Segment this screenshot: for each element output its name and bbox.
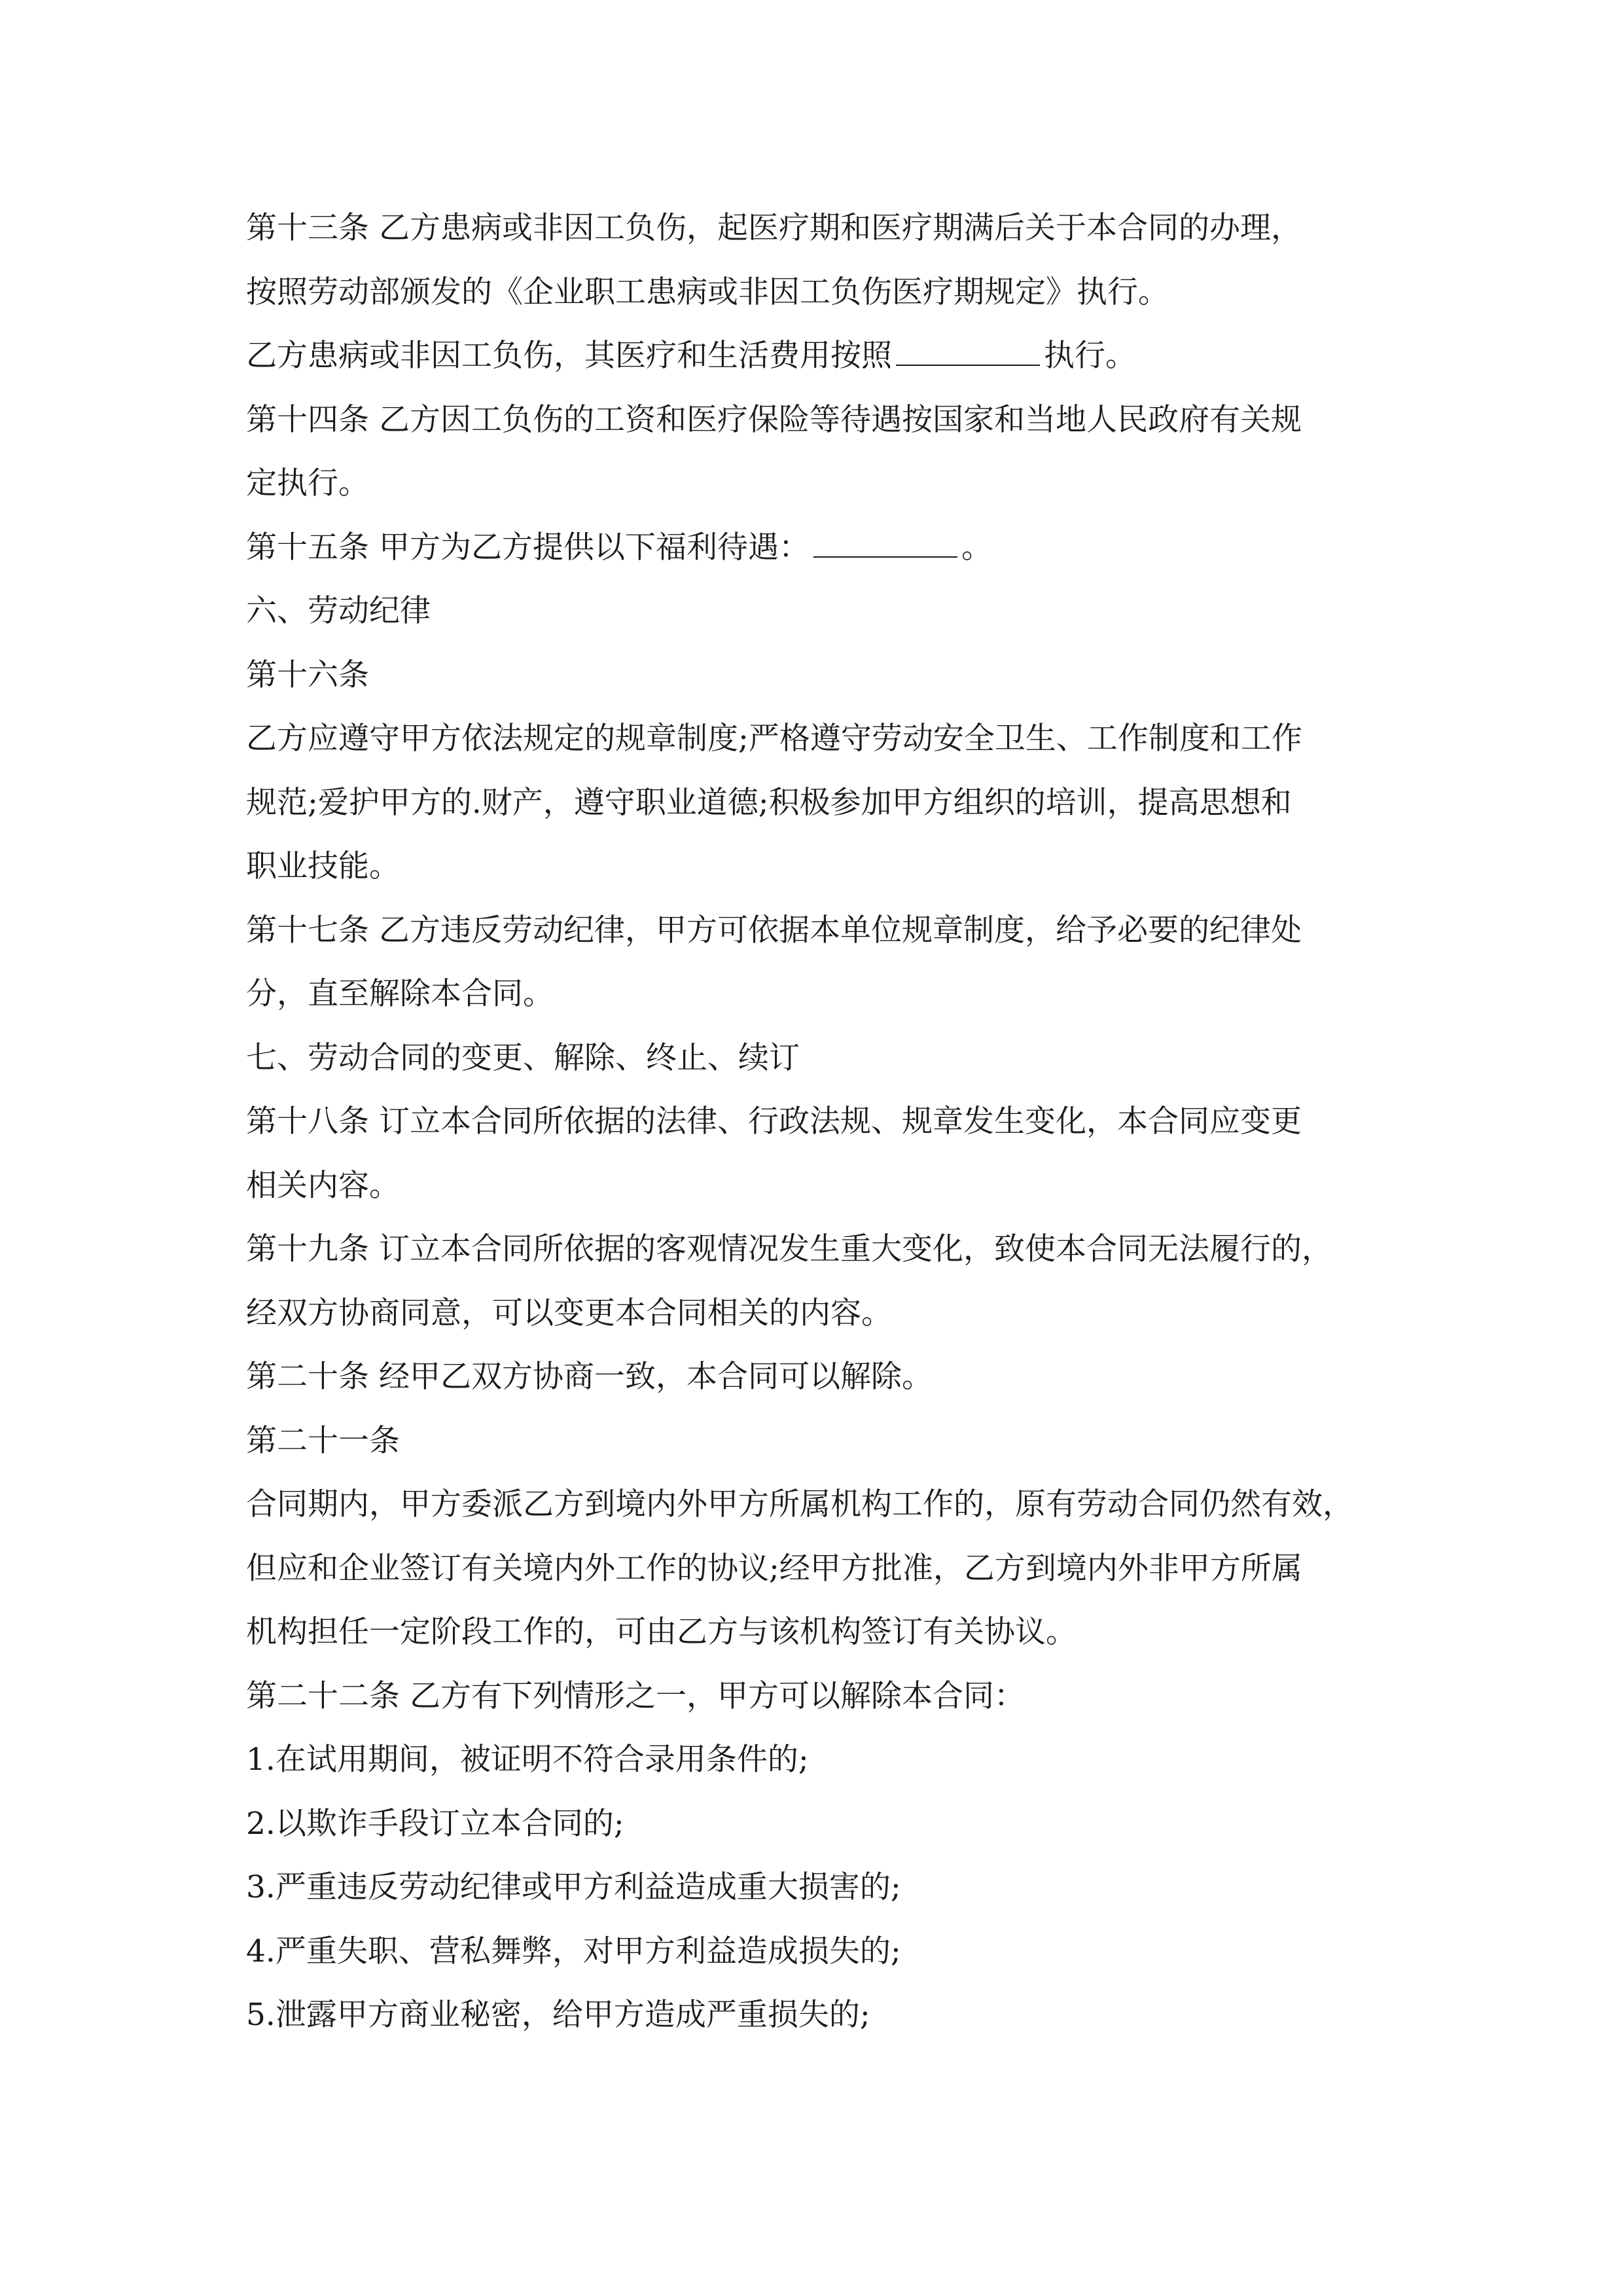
article-20-line: 第二十条 经甲乙双方协商一致，本合同可以解除。 (246, 1359, 933, 1395)
article-21-line-1: 合同期内，甲方委派乙方到境内外甲方所属机构工作的，原有劳动合同仍然有效， (246, 1486, 1353, 1522)
article-14-line-2: 定执行。 (246, 465, 369, 501)
list-item-1: 1.在试用期间，被证明不符合录用条件的; (246, 1742, 809, 1778)
list-item-5: 5.泄露甲方商业秘密，给甲方造成严重损失的; (246, 1997, 870, 2033)
sick-leave-cost-text: 乙方患病或非因工负伤，其医疗和生活费用按照 (246, 338, 892, 374)
article-17-line-2: 分，直至解除本合同。 (246, 976, 554, 1012)
list-item-3: 3.严重违反劳动纪律或甲方利益造成重大损害的; (246, 1869, 901, 1905)
article-19-line-1: 第十九条 订立本合同所依据的客观情况发生重大变化，致使本合同无法履行的， (246, 1231, 1332, 1267)
fill-in-blank (896, 336, 1040, 366)
article-16-line-3: 职业技能。 (246, 848, 400, 884)
article-15-line (246, 516, 1385, 580)
section-6-heading: 六、劳动纪律 (246, 593, 431, 629)
article-16-line-2: 规范;爱护甲方的.财产，遵守职业道德;积极参加甲方组织的培训，提高思想和 (246, 784, 1292, 821)
article-22-line: 第二十二条 乙方有下列情形之一，甲方可以解除本合同： (246, 1677, 1025, 1714)
article-16-heading: 第十六条 (246, 656, 369, 693)
article-13-line-1: 第十三条 乙方患病或非因工负伤，起医疗期和医疗期满后关于本合同的办理， (246, 210, 1302, 246)
article-15-text: 第十五条 甲方为乙方提供以下福利待遇： (246, 529, 810, 565)
sick-leave-cost-line (246, 324, 1385, 388)
article-18-line-2: 相关内容。 (246, 1167, 400, 1204)
article-18-line-1: 第十八条 订立本合同所依据的法律、行政法规、规章发生变化，本合同应变更 (246, 1103, 1302, 1139)
sick-leave-cost-suffix: 执行。 (1044, 338, 1136, 374)
article-21-heading: 第二十一条 (246, 1422, 400, 1459)
article-21-line-2: 但应和企业签订有关境内外工作的协议;经甲方批准，乙方到境内外非甲方所属 (246, 1550, 1302, 1587)
article-14-line-1: 第十四条 乙方因工负伤的工资和医疗保险等待遇按国家和当地人民政府有关规 (246, 401, 1302, 438)
article-16-line-1: 乙方应遵守甲方依法规定的规章制度;严格遵守劳动安全卫生、工作制度和工作 (246, 721, 1302, 757)
list-item-4: 4.严重失职、营私舞弊，对甲方利益造成损失的; (246, 1933, 901, 1969)
list-item-2: 2.以欺诈手段订立本合同的; (246, 1805, 624, 1842)
article-21-line-3: 机构担任一定阶段工作的，可由乙方与该机构签订有关协议。 (246, 1614, 1077, 1650)
contract-body (246, 196, 1385, 2047)
section-7-heading: 七、劳动合同的变更、解除、终止、续订 (246, 1039, 800, 1076)
article-13-line-2: 按照劳动部颁发的《企业职工患病或非因工负伤医疗期规定》执行。 (246, 274, 1169, 310)
fill-in-blank (813, 528, 957, 558)
article-19-line-2: 经双方协商同意，可以变更本合同相关的内容。 (246, 1295, 892, 1331)
article-15-suffix: 。 (961, 529, 992, 565)
article-17-line-1: 第十七条 乙方违反劳动纪律，甲方可依据本单位规章制度，给予必要的纪律处 (246, 912, 1302, 948)
